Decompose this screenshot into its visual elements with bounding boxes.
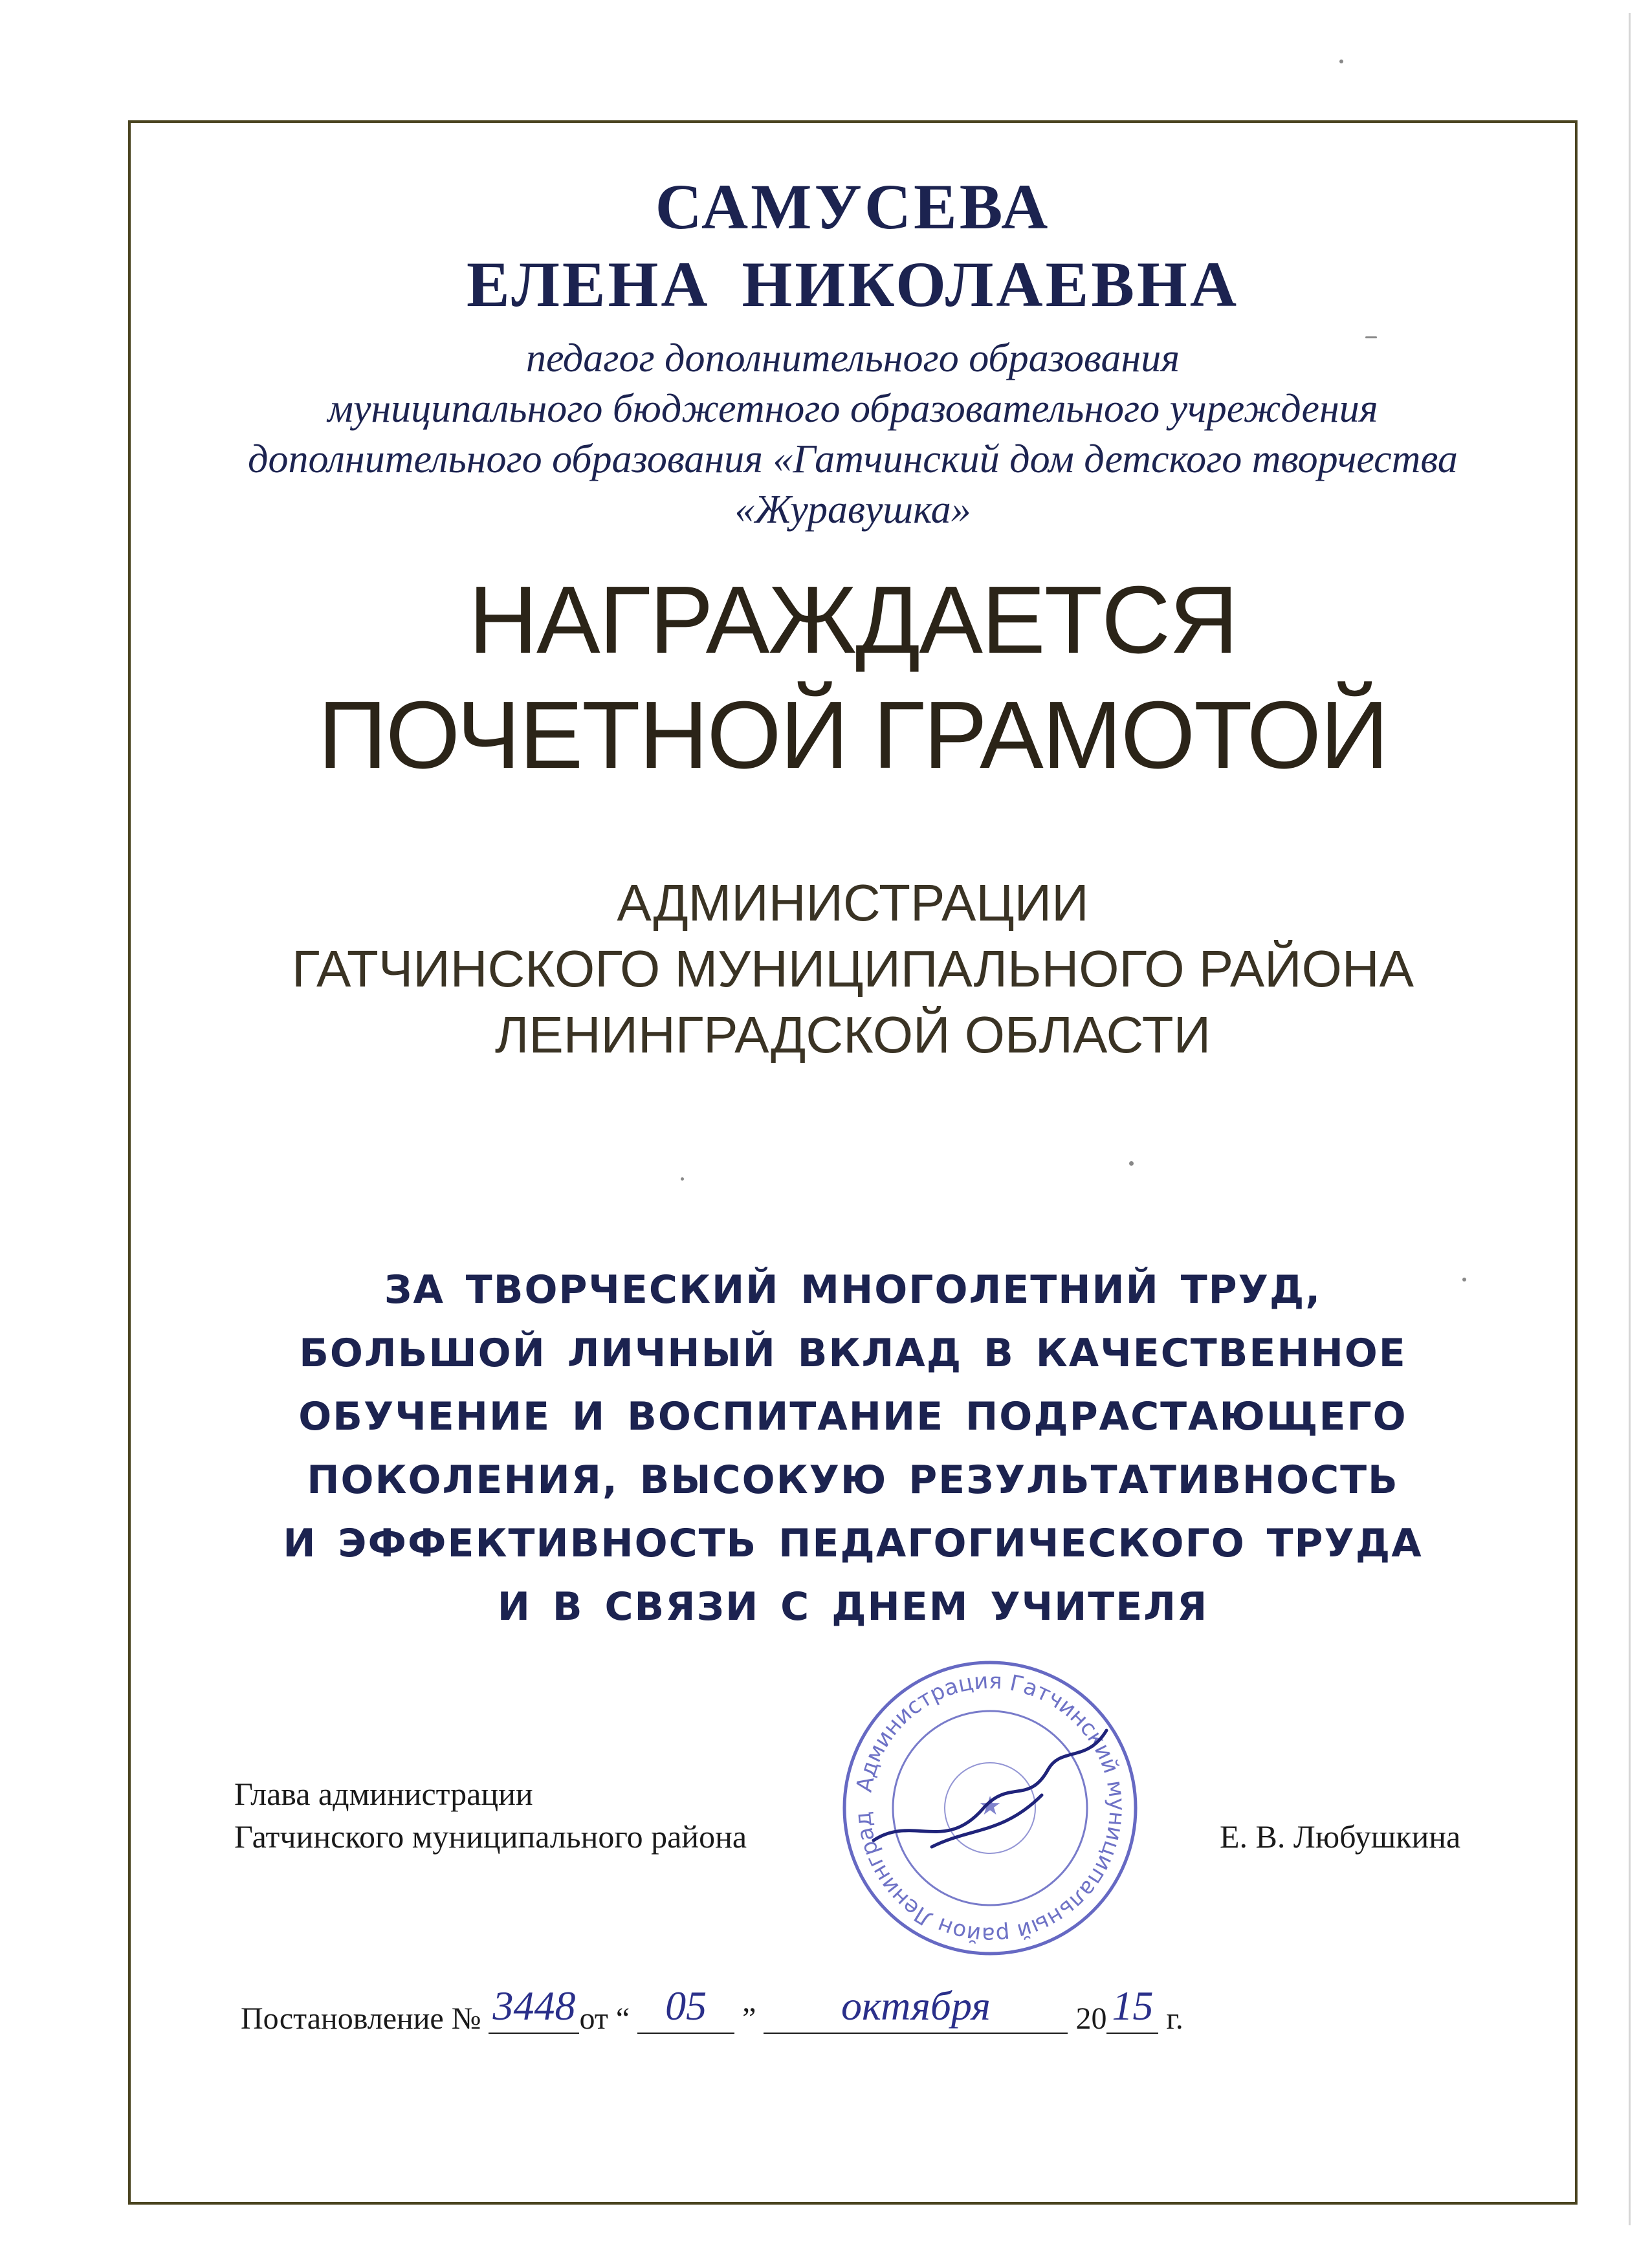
decree-from-label: от xyxy=(579,2001,608,2036)
position-line: педагог дополнительного образования xyxy=(525,336,1180,380)
decree-day-field xyxy=(637,1983,734,2034)
recipient-position xyxy=(128,333,1578,535)
sheet-edge xyxy=(1629,13,1631,2225)
stamp-graphic xyxy=(835,1653,1145,1963)
award-line-2: ПОЧЕТНОЙ ГРАМОТОЙ xyxy=(318,682,1388,789)
signatory-title-line-2: Гатчинского муниципального района xyxy=(234,1818,747,1855)
stamp-star-icon: ★ xyxy=(978,1791,1002,1821)
reason-line: ЗА ТВОРЧЕСКИЙ МНОГОЛЕТНИЙ ТРУД, xyxy=(384,1267,1322,1313)
decree-number-field xyxy=(489,1983,579,2034)
decree-line xyxy=(241,1983,1183,2042)
signatory-title-line-1: Глава администрации xyxy=(234,1776,533,1812)
decree-year-suffix: 15 xyxy=(1112,1983,1154,2029)
issuer-line: ГАТЧИНСКОГО МУНИЦИПАЛЬНОГО РАЙОНА xyxy=(291,940,1414,998)
decree-month-field xyxy=(764,1983,1068,2034)
decree-day: 05 xyxy=(665,1983,707,2029)
position-line: дополнительного образования «Гатчинский дом детского творчества xyxy=(248,437,1458,481)
scan-speck xyxy=(681,1177,684,1181)
decree-label: Постановление № xyxy=(241,2001,481,2036)
issuing-authority xyxy=(128,870,1578,1068)
decree-number: 3448 xyxy=(492,1983,576,2029)
reason-line: И ЭФФЕКТИВНОСТЬ ПЕДАГОГИЧЕСКОГО ТРУДА xyxy=(283,1521,1423,1566)
reason-line: И В СВЯЗИ С ДНЕМ УЧИТЕЛЯ xyxy=(497,1584,1209,1630)
decree-century: 20 xyxy=(1075,2001,1107,2036)
signature-scribble xyxy=(874,1730,1106,1847)
issuer-line: ЛЕНИНГРАДСКОЙ ОБЛАСТИ xyxy=(494,1006,1211,1063)
decree-year-unit: г. xyxy=(1166,2001,1183,2036)
decree-year-field xyxy=(1106,1983,1158,2034)
stamp-ring-text: Администрация Гатчинский муниципальный район Ленинград xyxy=(850,1668,1130,1948)
award-title xyxy=(128,563,1578,793)
signatory-title xyxy=(234,1772,747,1858)
recipient-surname: САМУСЕВА xyxy=(655,171,1051,243)
scan-speck xyxy=(1129,1161,1134,1166)
recipient-given-names: ЕЛЕНА НИКОЛАЕВНА xyxy=(466,248,1240,320)
signatory-name: Е. В. Любушкина xyxy=(1220,1818,1461,1855)
position-line: «Журавушка» xyxy=(734,488,971,532)
reason-line: ПОКОЛЕНИЯ, ВЫСОКУЮ РЕЗУЛЬТАТИВНОСТЬ xyxy=(307,1457,1399,1503)
scan-speck xyxy=(1339,60,1343,63)
scan-speck xyxy=(1365,336,1377,338)
award-line-1: НАГРАЖДАЕТСЯ xyxy=(468,567,1237,673)
decree-month: октября xyxy=(841,1983,991,2029)
reason-line: ОБУЧЕНИЕ И ВОСПИТАНИЕ ПОДРАСТАЮЩЕГО xyxy=(298,1394,1407,1439)
issuer-line: АДМИНИСТРАЦИИ xyxy=(617,874,1089,932)
award-reason xyxy=(128,1258,1578,1639)
decree-open-quote: “ xyxy=(615,2001,630,2036)
position-line: муниципального бюджетного образовательного учреждения xyxy=(327,387,1378,431)
decree-close-quote: ” xyxy=(742,2001,756,2036)
scan-speck xyxy=(1462,1278,1466,1281)
reason-line: БОЛЬШОЙ ЛИЧНЫЙ ВКЛАД В КАЧЕСТВЕННОЕ xyxy=(299,1331,1407,1376)
official-stamp xyxy=(835,1653,1145,1963)
